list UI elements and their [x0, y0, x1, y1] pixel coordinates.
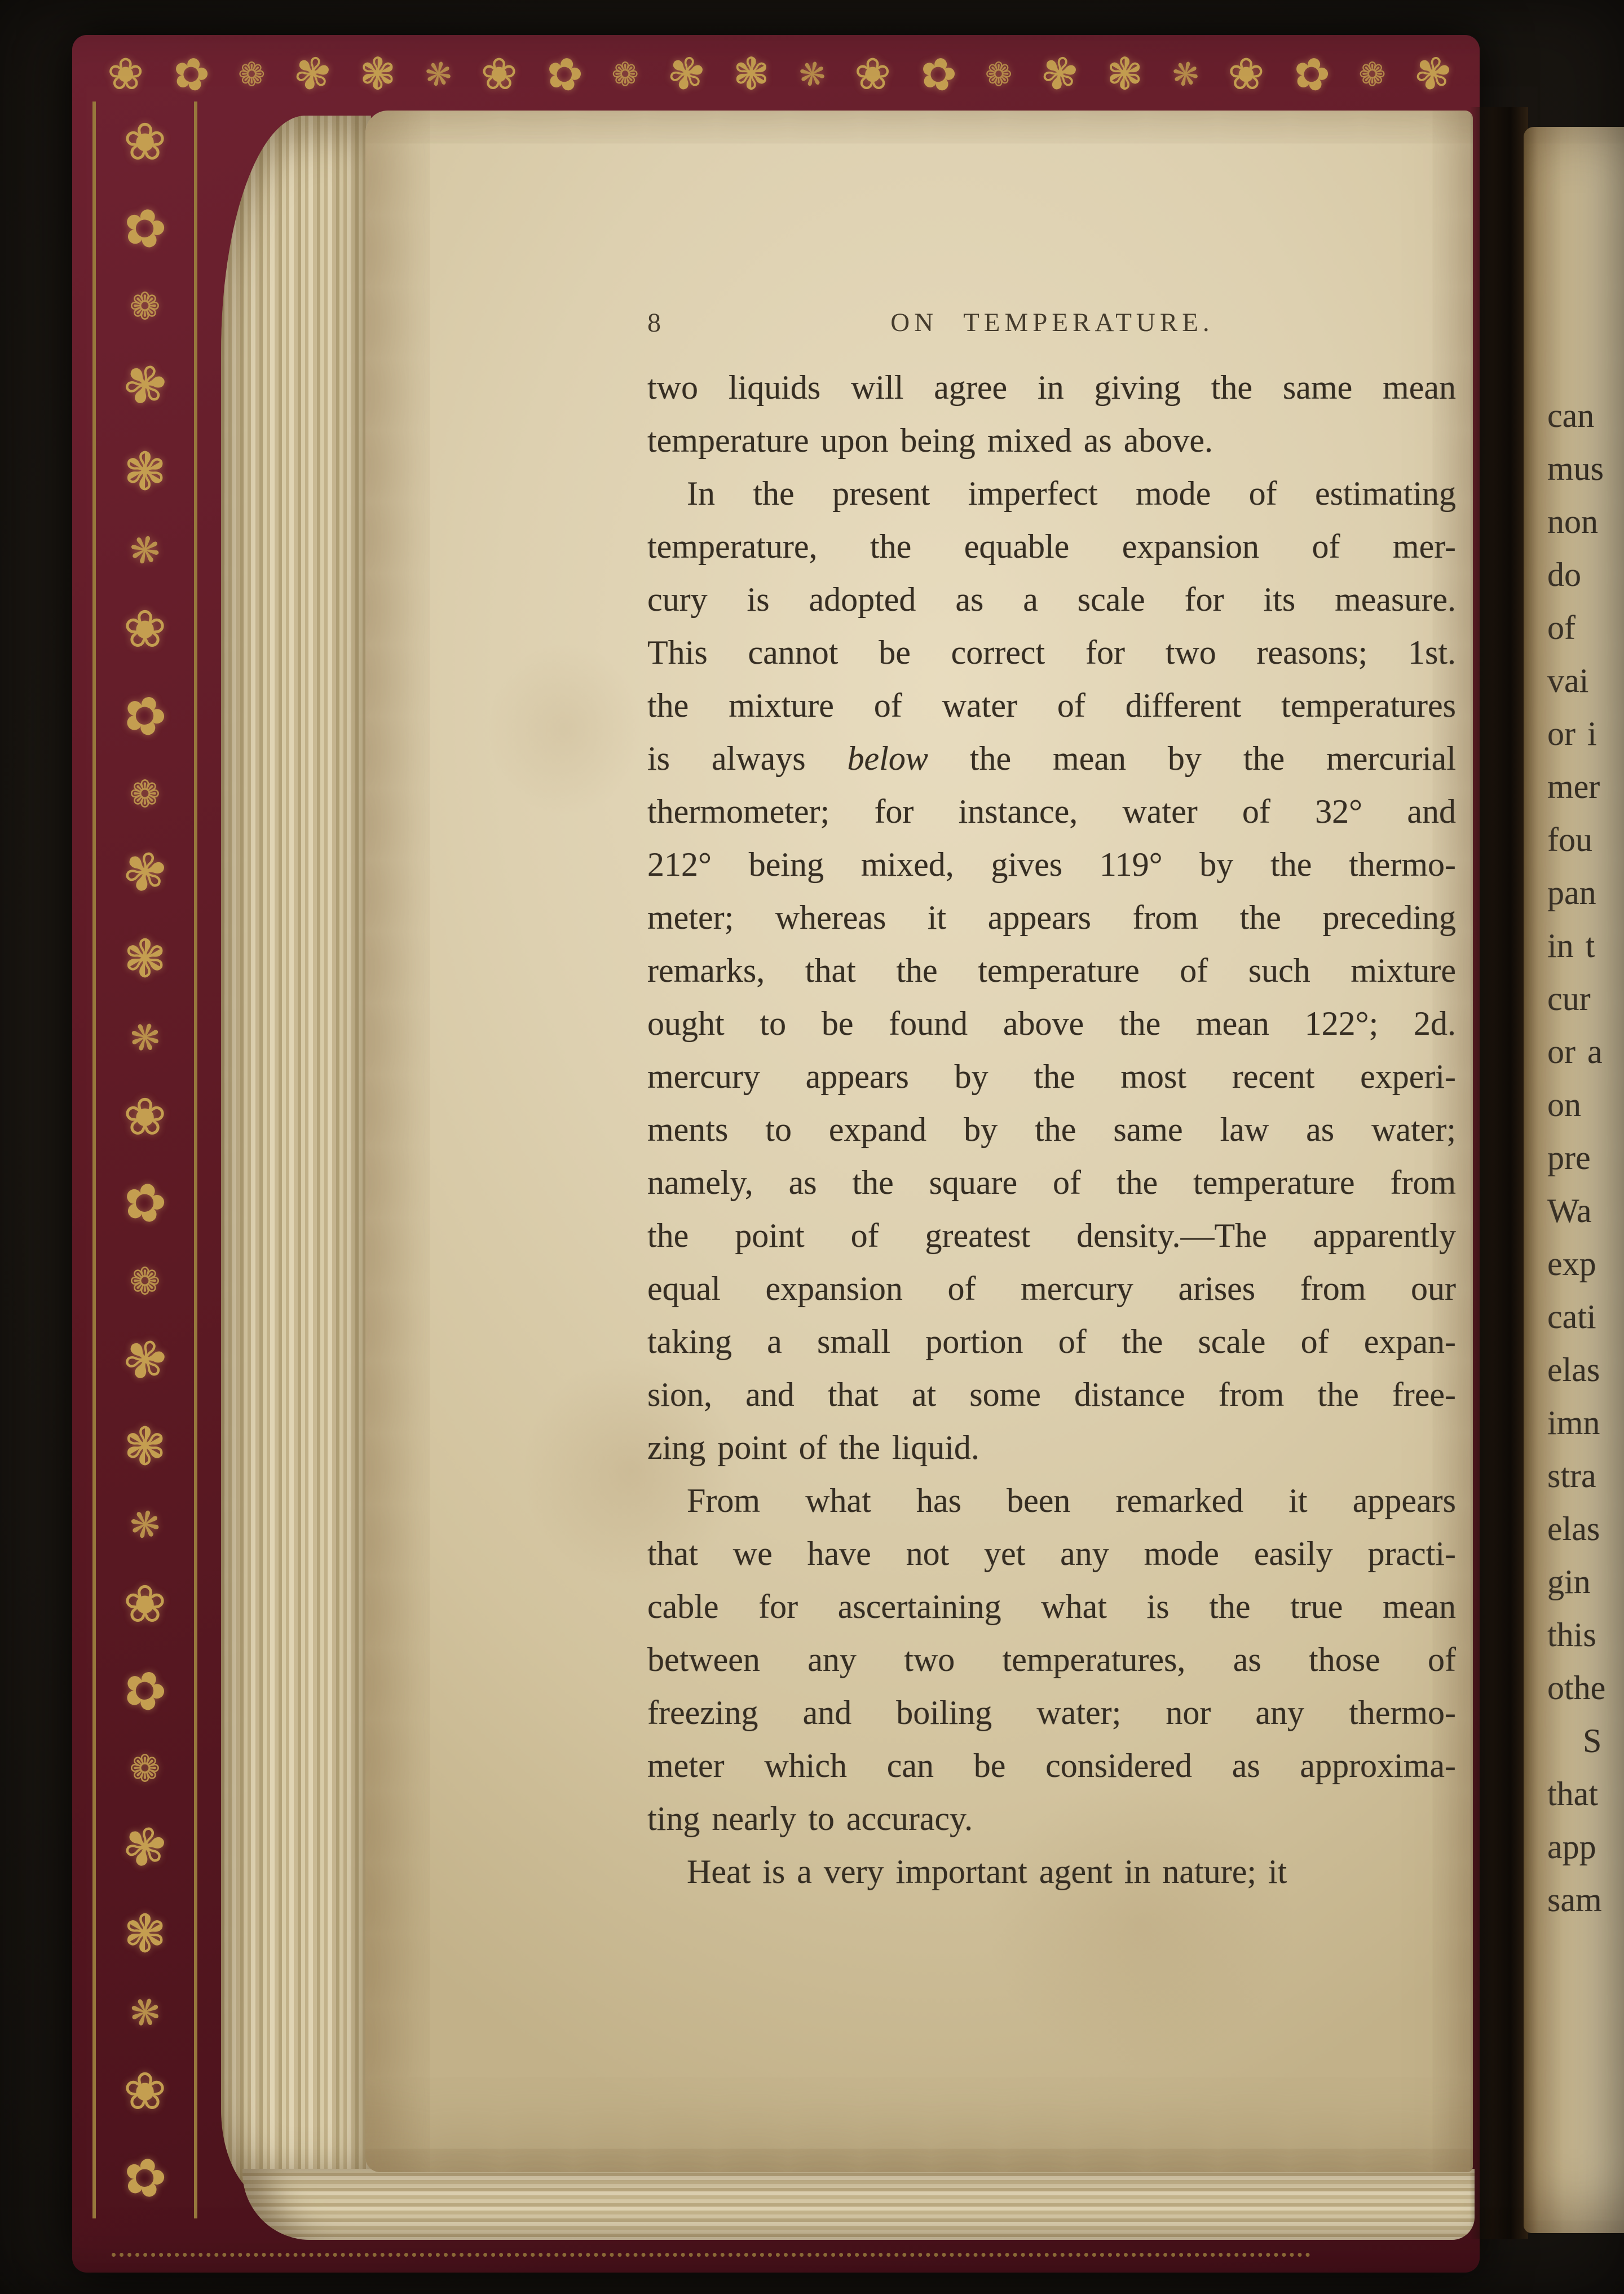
- floral-ornament-icon: ❋: [420, 52, 457, 96]
- right-page: [1524, 127, 1624, 2233]
- floral-ornament-icon: ❀: [854, 49, 892, 100]
- text-line: zing point of the liquid.: [647, 1429, 979, 1466]
- right-page-line-fragment: that: [1547, 1775, 1598, 1812]
- floral-ornament-icon: ✾: [661, 45, 710, 104]
- right-page-line-fragment: pan: [1547, 874, 1596, 911]
- floral-ornament-icon: ❃: [123, 929, 167, 990]
- floral-ornament-icon: ❀: [123, 112, 167, 172]
- gutter-shadow: [1469, 107, 1528, 2239]
- text-line: mercury appears by the most recent experi-: [647, 1058, 1456, 1095]
- floral-ornament-icon: ❁: [1358, 55, 1386, 94]
- text-line: sion, and that at some distance from the free-: [647, 1376, 1456, 1413]
- floral-ornament-icon: ❀: [480, 49, 518, 100]
- right-page-line-fragment: fou: [1547, 821, 1592, 858]
- text-line: namely, as the square of the temperature from: [647, 1164, 1456, 1201]
- floral-ornament-icon: ❁: [129, 772, 161, 816]
- floral-ornament-icon: ❁: [129, 1747, 161, 1791]
- text-line: ments to expand by the same law as water;: [647, 1111, 1456, 1148]
- floral-ornament-icon: ❀: [107, 49, 144, 100]
- floral-ornament-icon: ❀: [123, 599, 167, 660]
- right-page-line-fragment: or a: [1547, 1033, 1603, 1070]
- floral-ornament-icon: ❋: [123, 1012, 167, 1064]
- floral-ornament-icon: ✾: [288, 45, 337, 104]
- right-page-line-fragment: sam: [1547, 1881, 1602, 1918]
- right-page-text: [1547, 389, 1605, 1926]
- text-line: meter which can be considered as approxima-: [647, 1747, 1456, 1784]
- text-line: equal expansion of mercury arises from our: [647, 1270, 1456, 1307]
- text-line: From what has been remarked it appears: [687, 1482, 1456, 1519]
- text-line: Heat is a very important agent in nature; it: [687, 1853, 1287, 1890]
- right-page-line-fragment: cur: [1547, 980, 1591, 1017]
- floral-ornament-icon: ✿: [116, 2143, 174, 2212]
- floral-ornament-icon: ✾: [1035, 45, 1084, 104]
- floral-ornament-icon: ❀: [1228, 49, 1265, 100]
- right-page-line-fragment: exp: [1547, 1245, 1596, 1282]
- page-header: [647, 307, 1457, 347]
- floral-ornament-icon: ✿: [540, 45, 589, 104]
- text-line: cury is adopted as a scale for its measure.: [647, 581, 1456, 618]
- text-line: cable for ascertaining what is the true mean: [647, 1588, 1456, 1625]
- floral-ornament-icon: ✾: [116, 838, 174, 908]
- text-line: thermometer; for instance, water of 32° and: [647, 793, 1456, 830]
- floral-ornament-icon: ✿: [114, 1654, 176, 1726]
- floral-ornament-icon: ✿: [914, 45, 963, 104]
- floral-ornament-icon: ❀: [123, 2061, 167, 2122]
- floral-ornament-icon: ✾: [114, 1324, 176, 1396]
- right-page-line-fragment: non: [1547, 503, 1598, 540]
- page-body-text: [647, 361, 1456, 1898]
- right-page-line-fragment: vai: [1547, 662, 1589, 699]
- floral-ornament-icon: ✿: [116, 193, 174, 263]
- right-page-line-fragment: pre: [1547, 1139, 1591, 1176]
- text-line: two liquids will agree in giving the same mean: [647, 369, 1456, 406]
- text-line: 212° being mixed, gives 119° by the thermo-: [647, 846, 1456, 883]
- text-line: between any two temperatures, as those of: [647, 1641, 1456, 1678]
- left-page: [365, 111, 1473, 2172]
- gilt-floral-border-left: [92, 102, 197, 2218]
- page-edges-bottom: [242, 2169, 1475, 2240]
- floral-ornament-icon: ❃: [732, 49, 770, 100]
- floral-ornament-icon: ✿: [1287, 45, 1336, 104]
- right-page-line-fragment: this: [1547, 1616, 1596, 1653]
- gilt-bottom-line: [112, 2253, 1310, 2257]
- right-page-line-fragment: othe: [1547, 1669, 1606, 1706]
- text-line: meter; whereas it appears from the preceding: [647, 899, 1456, 936]
- text-line: the point of greatest density.—The apparently: [647, 1217, 1456, 1254]
- text-line: ought to be found above the mean 122°; 2d.: [647, 1005, 1456, 1042]
- right-page-line-fragment: of: [1547, 609, 1576, 646]
- text-line: remarks, that the temperature of such mixture: [647, 952, 1456, 989]
- floral-ornament-icon: ❃: [1106, 49, 1144, 100]
- right-page-line-fragment: can: [1547, 397, 1595, 434]
- right-page-line-fragment: mer: [1547, 768, 1600, 805]
- floral-ornament-icon: ✾: [1409, 45, 1457, 104]
- gilt-floral-border-top: [92, 45, 1466, 104]
- floral-ornament-icon: ❋: [124, 526, 166, 576]
- page-number: 8: [647, 308, 662, 338]
- floral-ornament-icon: ✿: [116, 1168, 174, 1238]
- floral-ornament-icon: ✿: [114, 680, 176, 752]
- text-line: ting nearly to accuracy.: [647, 1800, 973, 1837]
- right-page-line-fragment: mus: [1547, 450, 1604, 487]
- floral-ornament-icon: ❀: [123, 1573, 167, 1634]
- floral-ornament-icon: ❋: [1167, 52, 1204, 96]
- right-page-line-fragment: elas: [1547, 1351, 1600, 1388]
- floral-ornament-icon: ❁: [237, 55, 266, 94]
- floral-ornament-icon: ❋: [123, 1987, 167, 2039]
- text-line: freezing and boiling water; nor any thermo-: [647, 1694, 1456, 1731]
- page-edges-left: [221, 116, 371, 2199]
- text-line: that we have not yet any mode easily practi-: [647, 1535, 1456, 1572]
- right-page-line-fragment: S: [1547, 1722, 1602, 1759]
- text-line: temperature, the equable expansion of mer-: [647, 528, 1456, 565]
- right-page-line-fragment: on: [1547, 1086, 1581, 1123]
- floral-ornament-icon: ❁: [129, 1260, 161, 1304]
- text-line: In the present imperfect mode of estimating: [687, 475, 1456, 512]
- floral-ornament-icon: ❃: [359, 49, 396, 100]
- floral-ornament-icon: ❁: [611, 55, 639, 94]
- right-page-line-fragment: in t: [1547, 927, 1595, 964]
- running-header: ON TEMPERATURE.: [890, 308, 1214, 337]
- floral-ornament-icon: ❁: [985, 55, 1013, 94]
- right-page-line-fragment: app: [1547, 1828, 1596, 1865]
- text-line: is always below the mean by the mercurial: [647, 740, 1456, 777]
- floral-ornament-icon: ❋: [794, 52, 830, 96]
- floral-ornament-icon: ❋: [124, 1500, 166, 1550]
- floral-ornament-icon: ❃: [123, 441, 167, 502]
- floral-ornament-icon: ❁: [129, 285, 161, 329]
- text-line: taking a small portion of the scale of expan-: [647, 1323, 1456, 1360]
- floral-ornament-icon: ✾: [114, 350, 176, 422]
- right-page-line-fragment: Wa: [1547, 1192, 1592, 1229]
- right-page-line-fragment: imn: [1547, 1404, 1600, 1441]
- floral-ornament-icon: ❃: [123, 1903, 167, 1964]
- floral-ornament-icon: ✾: [116, 1813, 174, 1882]
- text-line: the mixture of water of different temperatures: [647, 687, 1456, 724]
- floral-ornament-icon: ❃: [123, 1416, 167, 1477]
- right-page-line-fragment: or i: [1547, 715, 1597, 752]
- right-page-line-fragment: do: [1547, 556, 1581, 593]
- floral-ornament-icon: ✿: [167, 45, 215, 104]
- right-page-line-fragment: gin: [1547, 1563, 1591, 1600]
- text-line: This cannot be correct for two reasons; 1st.: [647, 634, 1456, 671]
- right-page-line-fragment: stra: [1547, 1457, 1596, 1494]
- right-page-line-fragment: elas: [1547, 1510, 1600, 1547]
- floral-ornament-icon: ❀: [123, 1086, 167, 1147]
- right-page-line-fragment: cati: [1547, 1298, 1596, 1335]
- text-line: temperature upon being mixed as above.: [647, 422, 1213, 459]
